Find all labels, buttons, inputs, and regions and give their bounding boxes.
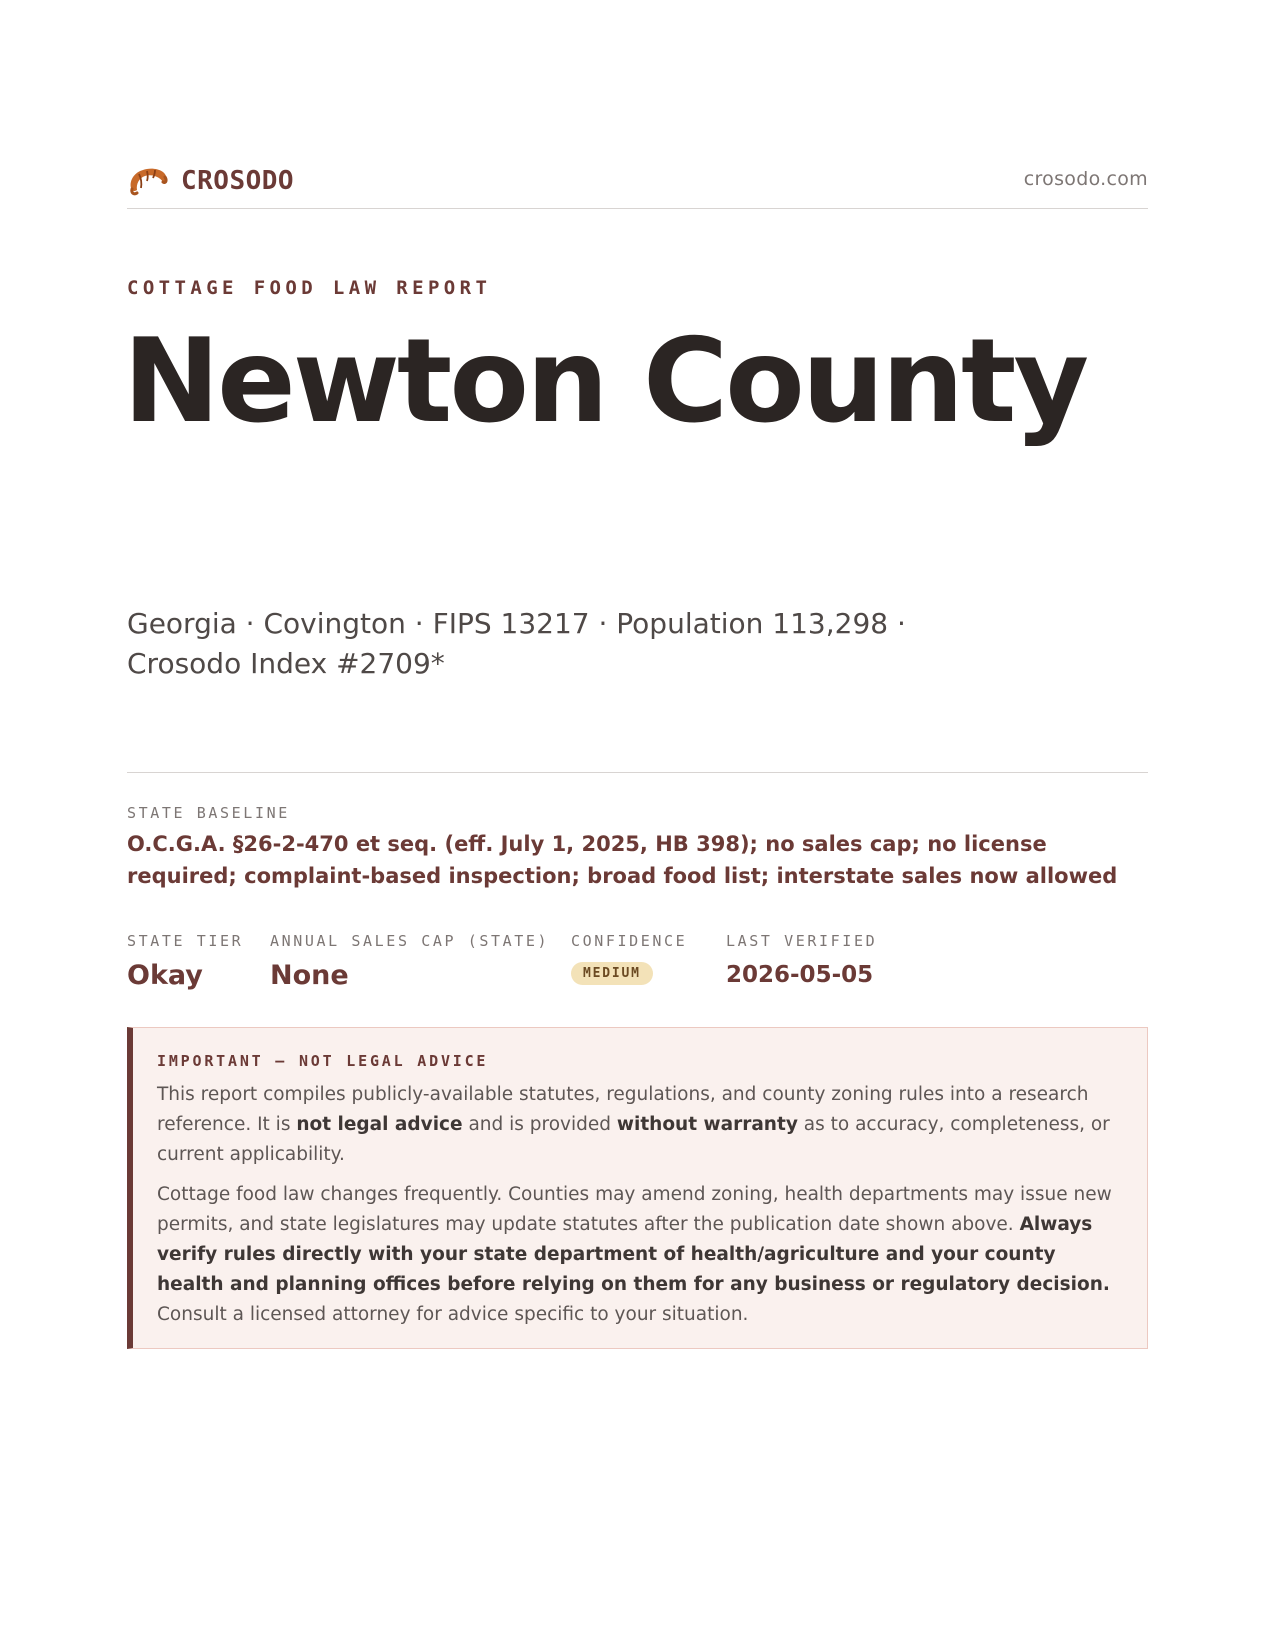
stat-confidence — [571, 932, 687, 985]
brand — [127, 162, 294, 200]
baseline-label: STATE BASELINE — [127, 804, 290, 822]
stat-label: CONFIDENCE — [571, 932, 688, 950]
notice-paragraph-1 — [157, 1080, 1121, 1170]
section-divider — [127, 772, 1148, 773]
stat-last-verified — [726, 932, 877, 988]
stat-value: 2026-05-05 — [726, 962, 874, 988]
notice-emphasis: without warranty — [616, 1114, 798, 1135]
county-meta-line1: Georgia · Covington · FIPS 13217 · Population 113,298 · — [127, 607, 906, 640]
notice-text: This report compiles publicly-available statutes, regulations, and county zoning rules into a research reference. It is — [157, 1084, 1089, 1135]
stat-label: STATE TIER — [127, 932, 244, 950]
stat-value: None — [270, 960, 349, 991]
brand-name: CROSODO — [181, 166, 295, 196]
notice-text: Consult a licensed attorney for advice specific to your situation. — [157, 1304, 749, 1325]
notice-text: as to accuracy, completeness, or current applicability. — [157, 1114, 1110, 1165]
croissant-icon — [127, 162, 169, 200]
baseline-text: O.C.G.A. §26-2-470 et seq. (eff. July 1, 2025, HB 398); no sales cap; no license required; complaint-based inspection; broad food list; interstate sales now allowed — [127, 832, 1118, 888]
stat-value: Okay — [127, 960, 203, 991]
stat-state-tier — [127, 932, 243, 991]
notice-emphasis: not legal advice — [296, 1114, 463, 1135]
notice-title: IMPORTANT — NOT LEGAL ADVICE — [157, 1052, 489, 1070]
notice-text: and is provided — [462, 1114, 617, 1135]
stat-label: LAST VERIFIED — [726, 932, 878, 950]
confidence-badge: MEDIUM — [571, 962, 653, 985]
stat-label: ANNUAL SALES CAP (STATE) — [270, 932, 550, 950]
legal-notice — [127, 1027, 1148, 1349]
notice-paragraph-2 — [157, 1180, 1121, 1330]
stat-sales-cap — [270, 932, 549, 991]
county-meta-line2: Crosodo Index #2709* — [127, 647, 445, 680]
page-header — [127, 158, 1148, 209]
county-meta — [127, 604, 1027, 684]
notice-emphasis: Always verify rules directly with your state department of health/agriculture and your county health and planning offices before relying on them for any business or regulatory decision. — [157, 1214, 1110, 1295]
site-url[interactable]: crosodo.com — [1023, 168, 1148, 190]
notice-text: Cottage food law changes frequently. Counties may amend zoning, health departments may issue new permits, and state legislatures may update statutes after the publication date shown above. — [157, 1184, 1112, 1235]
page-title: Newton County — [123, 314, 1087, 449]
report-eyebrow: COTTAGE FOOD LAW REPORT — [127, 277, 492, 299]
